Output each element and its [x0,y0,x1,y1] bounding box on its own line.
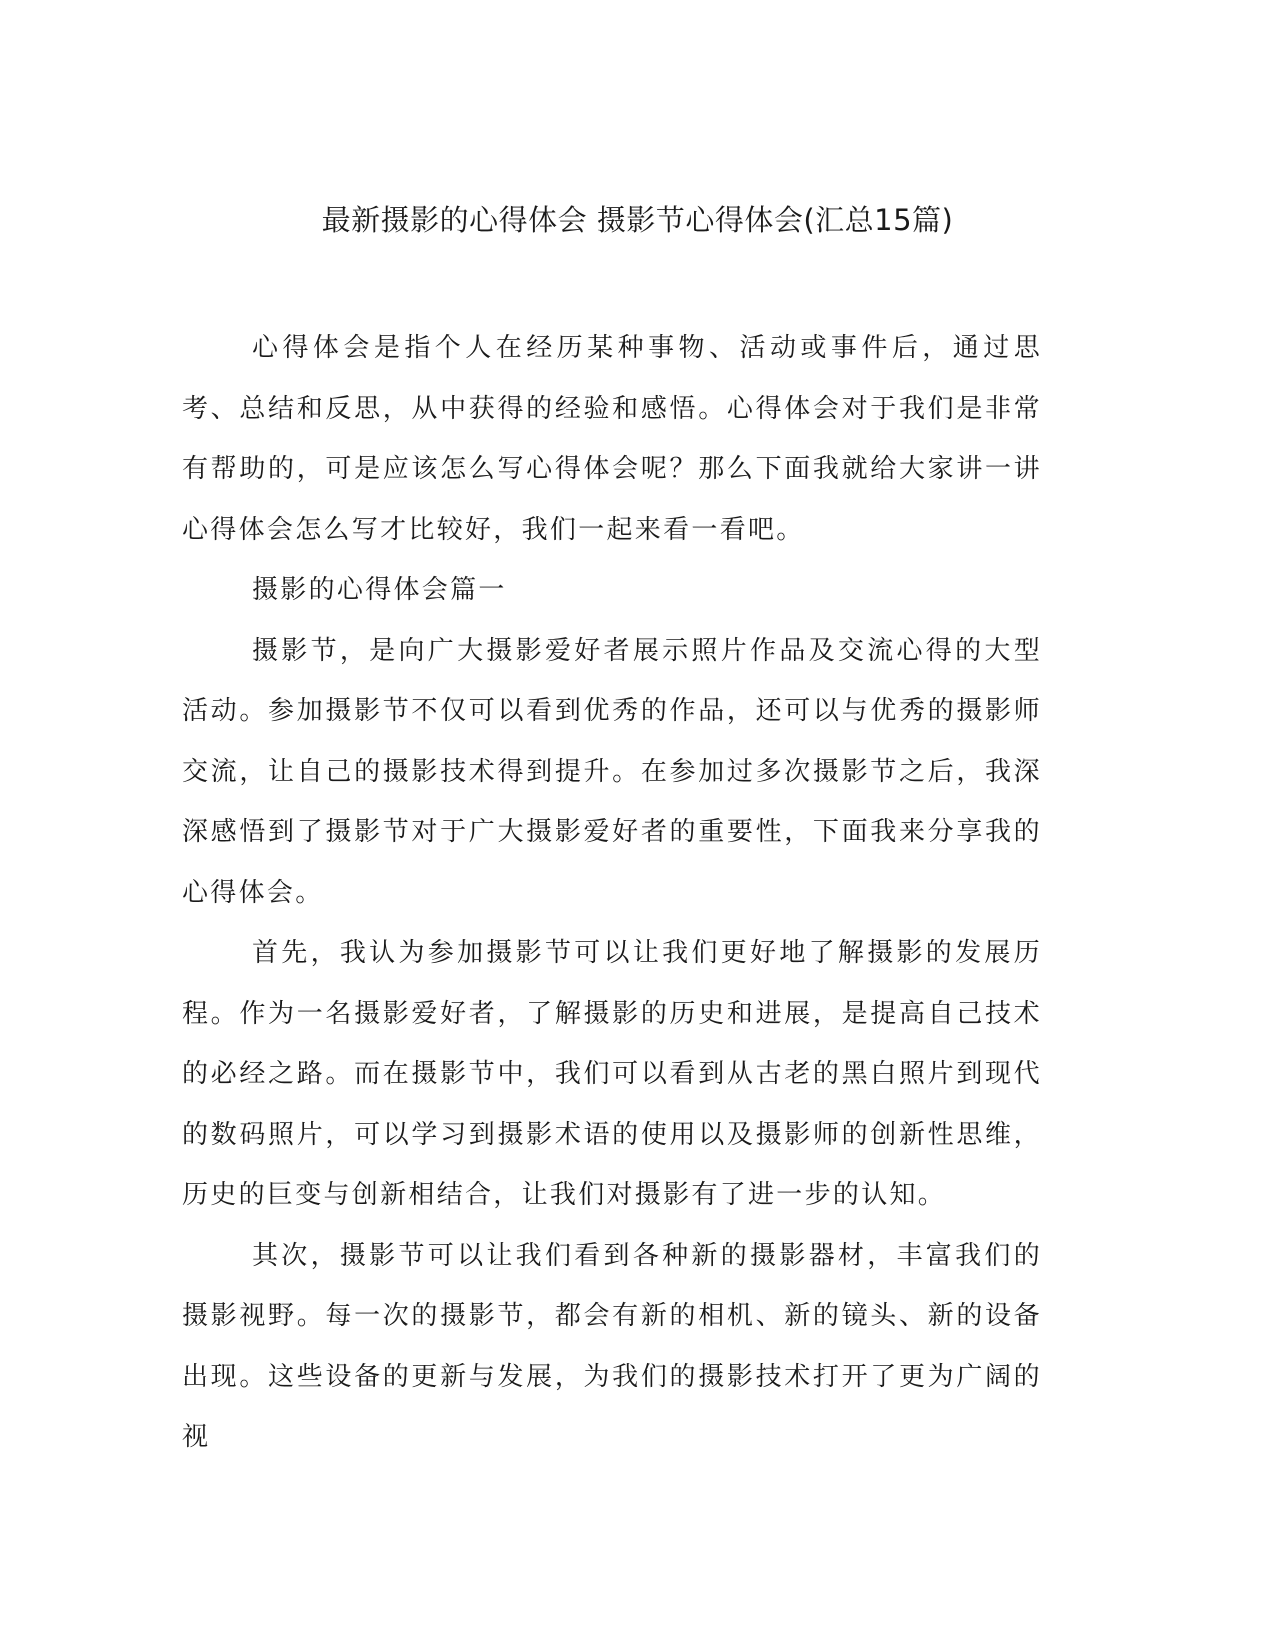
document-title: 最新摄影的心得体会 摄影节心得体会(汇总15篇) [321,203,954,237]
body-paragraph: 摄影节，是向广大摄影爱好者展示照片作品及交流心得的大型活动。参加摄影节不仅可以看到优秀的作品，还可以与优秀的摄影师交流，让自己的摄影技术得到提升。在参加过多次摄影节之后，我深深感悟到了摄影节对于广大摄影爱好者的重要性，下面我来分享我的心得体会。 [182,635,1042,908]
body-paragraph: 首先，我认为参加摄影节可以让我们更好地了解摄影的发展历程。作为一名摄影爱好者，了解摄影的历史和进展，是提高自己技术的必经之路。而在摄影节中，我们可以看到从古老的黑白照片到现代的数码照片，可以学习到摄影术语的使用以及摄影师的创新性思维，历史的巨变与创新相结合，让我们对摄影有了进一步的认知。 [182,938,1042,1210]
section-heading: 摄影的心得体会篇一 [252,575,507,605]
body-paragraph: 其次，摄影节可以让我们看到各种新的摄影器材，丰富我们的摄影视野。每一次的摄影节，都会有新的相机、新的镜头、新的设备出现。这些设备的更新与发展，为我们的摄影技术打开了更为广阔的视 [182,1240,1042,1452]
intro-paragraph: 心得体会是指个人在经历某种事物、活动或事件后，通过思考、总结和反思，从中获得的经验和感悟。心得体会对于我们是非常有帮助的，可是应该怎么写心得体会呢？那么下面我就给大家讲一讲心得体会怎么写才比较好，我们一起来看一看吧。 [182,333,1042,545]
document-body [182,318,1042,1468]
